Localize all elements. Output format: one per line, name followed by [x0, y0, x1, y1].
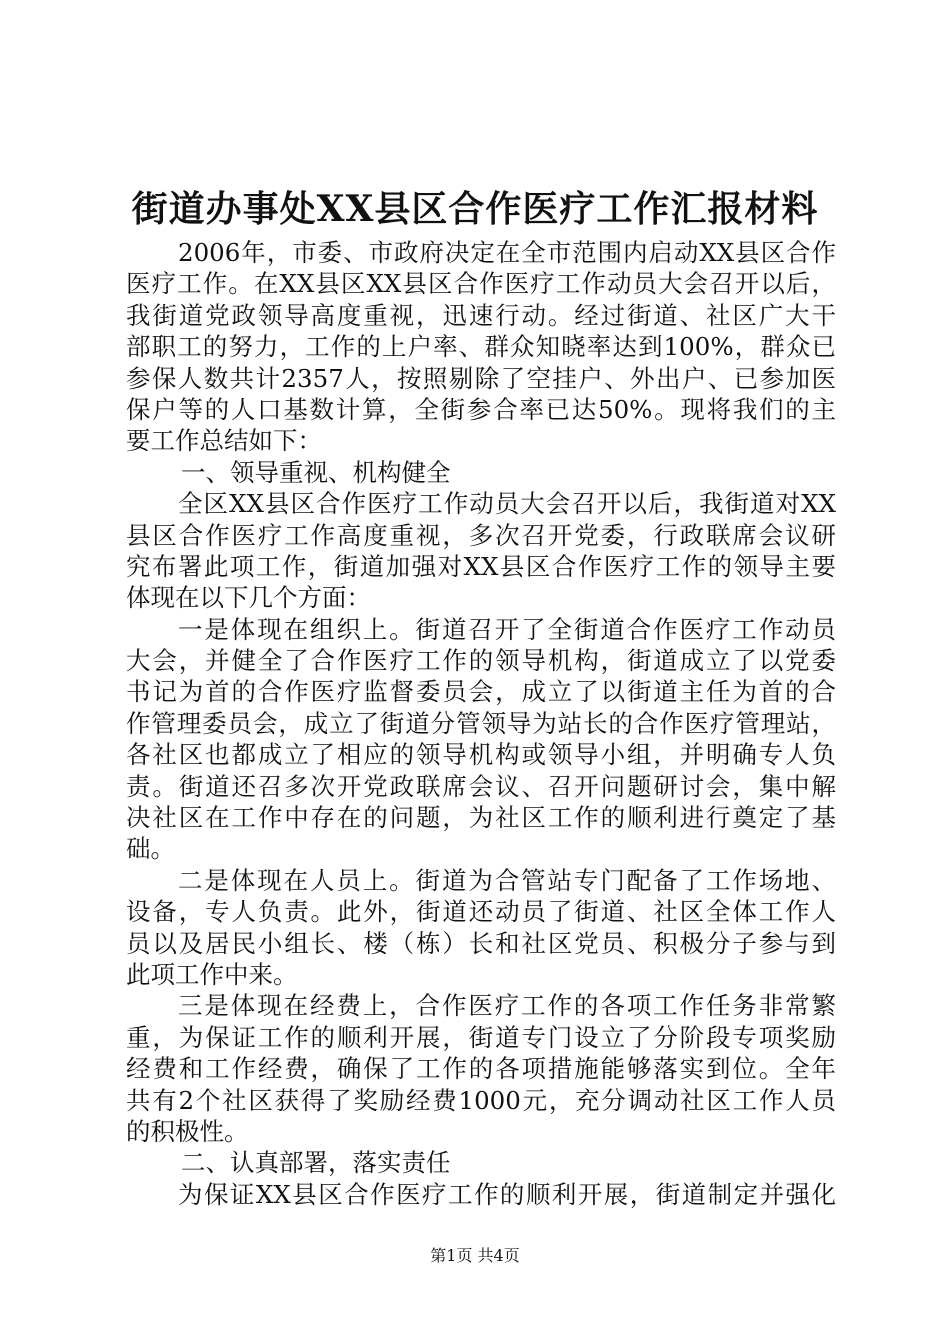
paragraph-line: 大会，并健全了合作医疗工作的领导机构，街道成立了以党委: [126, 646, 836, 676]
paragraph-line: 础。: [126, 834, 175, 864]
paragraph-line: 经费和工作经费，确保了工作的各项措施能够落实到位。全年: [126, 1054, 836, 1084]
paragraph-line: 全区XX县区合作医疗工作动员大会召开以后，我街道对XX: [178, 489, 836, 519]
section-heading: 二、认真部署，落实责任: [181, 1148, 451, 1178]
paragraph-line: 的积极性。: [126, 1116, 249, 1146]
paragraph-line: 究布署此项工作，街道加强对XX县区合作医疗工作的领导主要: [126, 551, 836, 581]
paragraph-line: 我街道党政领导高度重视，迅速行动。经过街道、社区广大干: [126, 300, 836, 330]
paragraph-line: 责。街道还召多次开党政联席会议、召开问题研讨会，集中解: [126, 771, 836, 801]
paragraph-line: 医疗工作。在XX县区XX县区合作医疗工作动员大会召开以后，: [126, 269, 836, 299]
paragraph-line: 参保人数共计2357人，按照剔除了空挂户、外出户、已参加医: [126, 363, 836, 393]
paragraph-line: 共有2个社区获得了奖励经费1000元，充分调动社区工作人员: [126, 1085, 836, 1115]
paragraph-line: 要工作总结如下：: [126, 426, 322, 456]
paragraph-line: 员以及居民小组长、楼（栋）长和社区党员、积极分子参与到: [126, 928, 836, 958]
paragraph-line: 为保证XX县区合作医疗工作的顺利开展，街道制定并强化: [178, 1179, 836, 1209]
page-number: 第1页 共4页: [430, 1246, 520, 1265]
paragraph-line: 体现在以下几个方面：: [126, 583, 371, 613]
section-heading: 一、领导重视、机构健全: [181, 457, 451, 487]
paragraph-line: 一是体现在组织上。街道召开了全街道合作医疗工作动员: [178, 614, 836, 644]
paragraph-line: 设备，专人负责。此外，街道还动员了街道、社区全体工作人: [126, 897, 836, 927]
paragraph-line: 三是体现在经费上，合作医疗工作的各项工作任务非常繁: [178, 991, 836, 1021]
document-body: [126, 237, 836, 1210]
paragraph-line: 重，为保证工作的顺利开展，街道专门设立了分阶段专项奖励: [126, 1022, 836, 1052]
paragraph-line: 保户等的人口基数计算，全街参合率已达50%。现将我们的主: [126, 394, 836, 424]
paragraph-line: 决社区在工作中存在的问题，为社区工作的顺利进行奠定了基: [126, 803, 836, 833]
paragraph-line: 县区合作医疗工作高度重视，多次召开党委，行政联席会议研: [126, 520, 836, 550]
paragraph-line: 作管理委员会，成立了街道分管领导为站长的合作医疗管理站，: [126, 708, 836, 738]
paragraph-line: 各社区也都成立了相应的领导机构或领导小组，并明确专人负: [126, 740, 836, 770]
paragraph-line: 书记为首的合作医疗监督委员会，成立了以街道主任为首的合: [126, 677, 836, 707]
paragraph-line: 部职工的努力，工作的上户率、群众知晓率达到100%，群众已: [126, 332, 836, 362]
paragraph-line: 此项工作中来。: [126, 959, 298, 989]
document-title: 街道办事处XX县区合作医疗工作汇报材料: [131, 188, 819, 230]
paragraph-line: 2006年，市委、市政府决定在全市范围内启动XX县区合作: [178, 238, 836, 267]
paragraph-line: 二是体现在人员上。街道为合管站专门配备了工作场地、: [178, 865, 836, 895]
